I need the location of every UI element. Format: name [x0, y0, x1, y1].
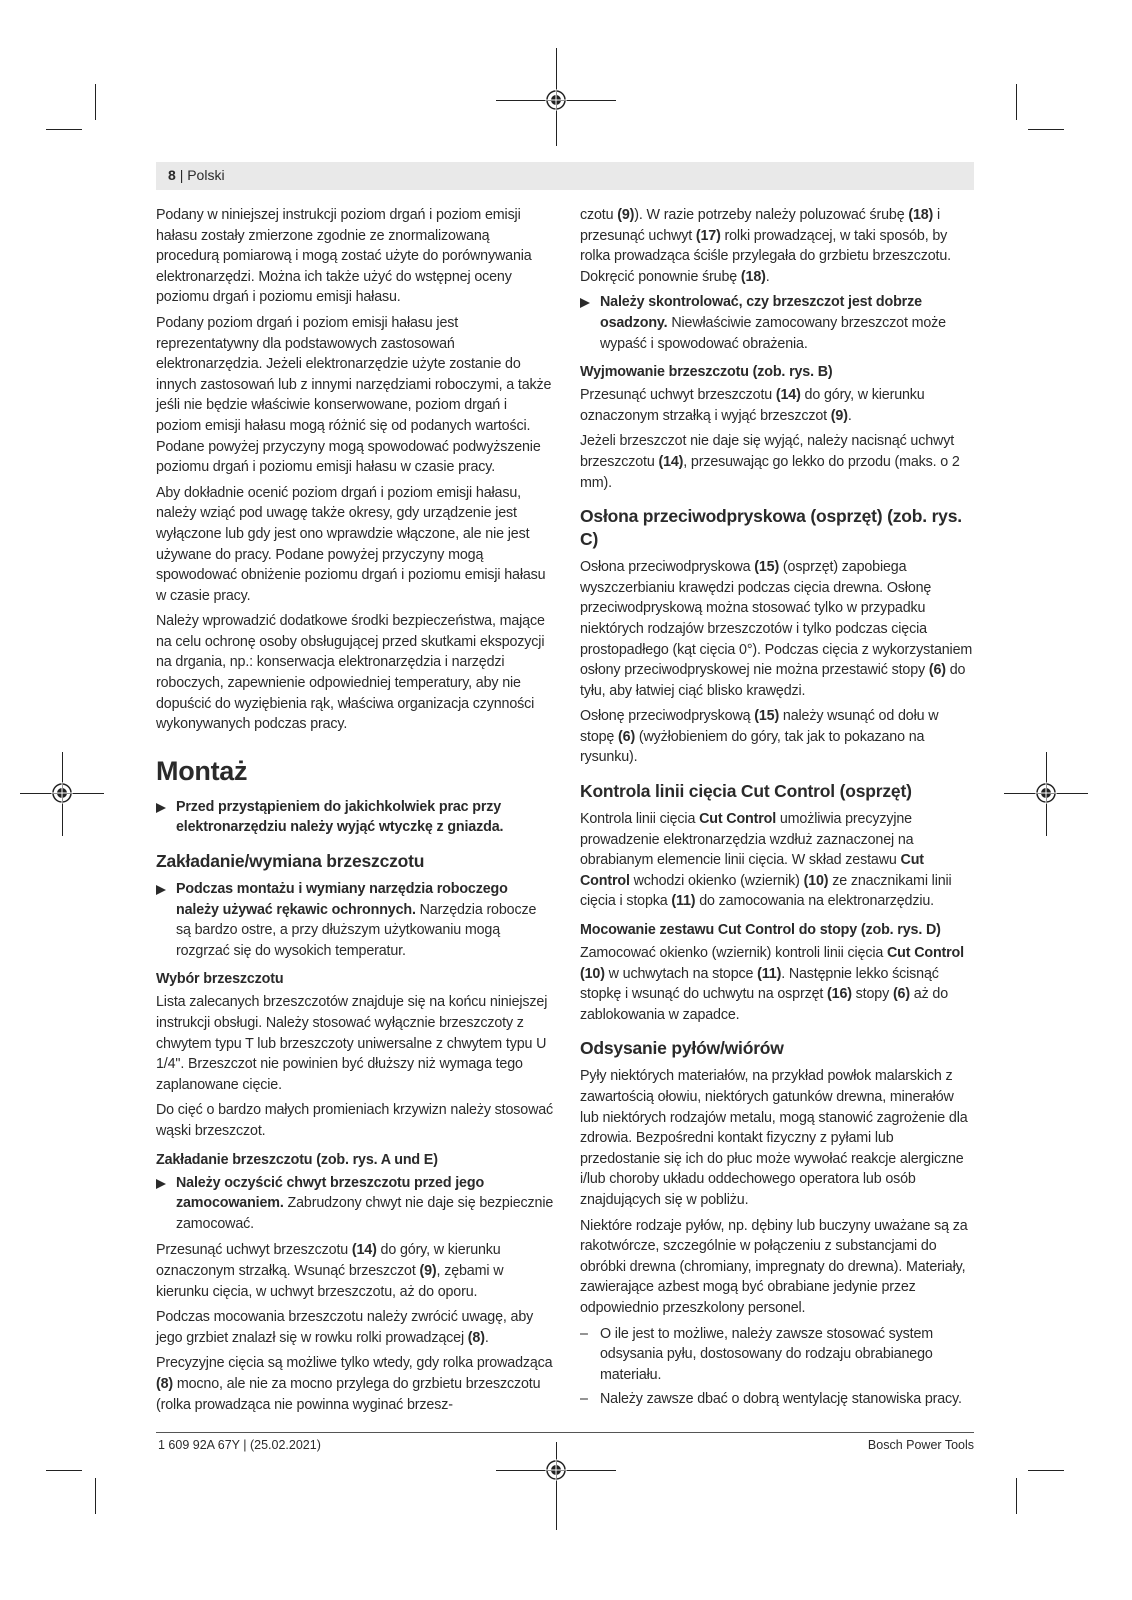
- registration-mark-icon: [51, 782, 73, 804]
- paragraph: Przesunąć uchwyt brzeszczotu (14) do góry, w kierunku oznaczonym strzałką. Wsunąć brzeszczot (9), zębami w kierunku cięcia, w uchwyt brzeszczotu, aż do oporu.: [156, 1242, 504, 1300]
- bullet-triangle-icon: [580, 298, 590, 308]
- paragraph: Precyzyjne cięcia są możliwe tylko wtedy, gdy rolka prowadząca (8) mocno, ale nie za mocno przylega do grzbietu brzeszczotu (rolka prowadząca nie powinna wyginać brzesz-: [156, 1355, 553, 1413]
- registration-mark-icon: [545, 1459, 567, 1481]
- paragraph: Pyły niektórych materiałów, na przykład powłok malarskich z zawartością ołowiu, niektórych gatunków drewna, minerałów lub niektórych rodzajów metalu, mogą stanowić zagrożenie dla zdrowia. Bezpośredni kontakt fizyczny z pyłami lub przedostanie się ich do płuc może wywołać reakcje alergiczne i/lub choroby układu oddechowego operatora lub osób znajdujących się w pobliżu.: [580, 1068, 968, 1208]
- dash-bullet: –: [580, 1391, 588, 1408]
- left-column: [156, 205, 554, 1420]
- bullet-triangle-icon: [156, 885, 166, 895]
- warning-item: [156, 879, 554, 961]
- minor-heading: Wybór brzeszczotu: [156, 971, 284, 988]
- bullet-triangle-icon: [156, 1179, 166, 1189]
- paragraph: Podczas mocowania brzeszczotu należy zwrócić uwagę, aby jego grzbiet znalazł się w rowku rolki prowadzącej (8).: [156, 1309, 534, 1346]
- crop-mark: [1016, 1478, 1017, 1514]
- list-text: O ile jest to możliwe, należy zawsze stosować system odsysania pyłu, dostosowany do rodzaju obrabianego materiału.: [600, 1325, 934, 1383]
- bullet-triangle-icon: [156, 803, 166, 813]
- paragraph: Aby dokładnie ocenić poziom drgań i poziom emisji hałasu, należy wziąć pod uwagę także okresy, gdy urządzenie jest wyłączone lub gdy jest ono wprawdzie włączone, ale nie jest używane do pracy. Podane powyżej przyczyny mogą spowodować obniżenie poziomu drgań i poziomu emisji hałasu w czasie pracy.: [156, 484, 546, 604]
- paragraph: Podany poziom drgań i poziom emisji hałasu jest reprezentatywny dla podstawowych zastosowań elektronarzędzia. Jeżeli elektronarzędzie użyte zostanie do innych zastosowań lub z innymi narzędziami roboczymi, a także jeśli nie będzie właściwie konserwowane, poziom drgań i poziom emisji hałasu mogą różnić się od podanych wartości. Podane powyżej przyczyny mogą spowodować podwyższenie poziomu drgań i poziomu emisji hałasu w czasie pracy.: [156, 314, 552, 476]
- paragraph: Osłona przeciwodpryskowa (15) (osprzęt) zapobiega wyszczerbianiu krawędzi podczas cięcia drewna. Osłonę przeciwodpryskową można stosować tylko w przypadku niektórych rodzajów brzeszczotów i tylko podczas cięcia prostopadłego (kąt cięcia 0°). Podczas cięcia z wykorzystaniem osłony przeciwodpryskowej nie można przestawić stopy (6) do tyłu, aby łatwiej ciąć blisko krawędzi.: [580, 559, 973, 699]
- dash-bullet: –: [580, 1325, 588, 1342]
- paragraph: Należy wprowadzić dodatkowe środki bezpieczeństwa, mające na celu ochronę osoby obsługującej przed skutkami ekspozycji na drgania, np.: konserwacja elektronarzędzia i narzędzi roboczych, zapewnienie odpowiedniej temperatury, aby nie dopuścić do wyziębienia rąk, właściwa organizacja czynności wykonywanych podczas pracy.: [156, 613, 545, 733]
- warning-text: Zabrudzony chwyt nie daje się bezpiecznie zamocować.: [176, 1195, 554, 1232]
- minor-heading: Wyjmowanie brzeszczotu (zob. rys. B): [580, 364, 833, 381]
- crop-mark: [1028, 129, 1064, 130]
- warning-text: Narzędzia robocze są bardzo ostre, a przy dłuższym użytkowaniu mogą rozgrzać się do wysokich temperatur.: [176, 901, 537, 959]
- footer-doc-id: 1 609 92A 67Y | (25.02.2021): [158, 1438, 321, 1452]
- paragraph: Przesunąć uchwyt brzeszczotu (14) do góry, w kierunku oznaczonym strzałką i wyjąć brzeszczot (9).: [580, 387, 925, 424]
- crop-mark: [1016, 84, 1017, 120]
- warning-text: Niewłaściwie zamocowany brzeszczot może wypaść i spowodować obrażenia.: [600, 314, 946, 352]
- subsection-heading: Kontrola linii cięcia Cut Control (osprzęt): [580, 781, 912, 802]
- minor-heading: Mocowanie zestawu Cut Control do stopy (zob. rys. D): [580, 922, 941, 939]
- warning-bold: Należy oczyścić chwyt brzeszczotu przed jego zamocowaniem.: [176, 1174, 485, 1212]
- section-heading-montaz: Montaż: [156, 755, 248, 786]
- crop-mark: [95, 1478, 96, 1514]
- warning-bold: Podczas montażu i wymiany narzędzia roboczego należy używać rękawic ochronnych.: [176, 881, 508, 918]
- warning-item: [580, 292, 974, 354]
- warning-bold: Należy skontrolować, czy brzeszczot jest dobrze osadzony.: [600, 294, 922, 331]
- minor-heading: Zakładanie brzeszczotu (zob. rys. A und E): [156, 1151, 438, 1168]
- paragraph: Jeżeli brzeszczot nie daje się wyjąć, należy nacisnąć uchwyt brzeszczotu (14), przesuwając go lekko do przodu (maks. o 2 mm).: [580, 433, 960, 491]
- dash-list-item: [580, 1389, 974, 1410]
- crop-mark: [95, 84, 96, 120]
- footer-brand: Bosch Power Tools: [867, 1438, 974, 1452]
- warning-item: [156, 1173, 554, 1235]
- header-language: Polski: [187, 167, 225, 183]
- warning-item: [156, 797, 554, 838]
- list-text: Należy zawsze dbać o dobrą wentylację stanowiska pracy.: [600, 1391, 962, 1408]
- subsection-heading: Osłona przeciwodpryskowa (osprzęt) (zob. rys. C): [580, 506, 962, 550]
- right-column: [580, 205, 974, 1414]
- paragraph: Do cięć o bardzo małych promieniach krzywizn należy stosować wąski brzeszczot.: [156, 1102, 554, 1139]
- paragraph: Osłonę przeciwodpryskową (15) należy wsunąć od dołu w stopę (6) (wyżłobieniem do góry, tak jak to pokazano na rysunku).: [580, 708, 939, 766]
- paragraph: czotu (9)). W razie potrzeby należy poluzować śrubę (18) i przesunąć uchwyt (17) rolki prowadzącej, w taki sposób, by rolka prowadząca ściśle przylegała do grzbietu brzeszczotu. Dokręcić ponownie śrubę (18).: [580, 207, 951, 285]
- warning-text: Przed przystąpieniem do jakichkolwiek prac przy elektronarzędziu należy wyjąć wtyczkę z gniazda.: [176, 798, 504, 836]
- page-number: 8: [168, 167, 176, 183]
- subsection-heading: Odsysanie pyłów/wiórów: [580, 1038, 784, 1059]
- subsection-heading: Zakładanie/wymiana brzeszczotu: [156, 851, 425, 872]
- paragraph: Kontrola linii cięcia Cut Control umożliwia precyzyjne prowadzenie elektronarzędzia wzdłuż zaznaczonej na obrabianym elemencie linii cięcia. W skład zestawu Cut Control wchodzi okienko (wziernik) (10) ze znacznikami linii cięcia i stopka (11) do zamocowania na elektronarzędziu.: [580, 811, 952, 910]
- registration-line: [556, 1442, 557, 1530]
- crop-mark: [46, 129, 82, 130]
- registration-mark-icon: [545, 89, 567, 111]
- registration-mark-icon: [1035, 782, 1057, 804]
- dash-list-item: [580, 1324, 974, 1386]
- header-separator: |: [179, 167, 184, 183]
- footer-divider: [156, 1432, 974, 1433]
- paragraph: Podany w niniejszej instrukcji poziom drgań i poziom emisji hałasu zostały zmierzone zgodnie ze znormalizowaną procedurą pomiarową i mogą zostać użyte do porównywania elektronarzędzi. Można ich także użyć do wstępnej oceny poziomu drgań i poziomu emisji hałasu.: [156, 207, 532, 306]
- paragraph: Niektóre rodzaje pyłów, np. dębiny lub buczyny uważane są za rakotwórcze, szczególnie w połączeniu z substancjami do obróbki drewna (chromiany, impregnaty do drewna). Materiały, zawierające azbest mogą być obrabiane jedynie przez odpowiednio przeszkolony personel.: [580, 1217, 968, 1316]
- page-header-label: [168, 167, 225, 183]
- crop-mark: [46, 1470, 82, 1471]
- crop-mark: [1028, 1470, 1064, 1471]
- paragraph: Zamocować okienko (wziernik) kontroli linii cięcia Cut Control (10) w uchwytach na stopce (11). Następnie lekko ścisnąć stopkę i wsunąć do uchwytu na osprzęt (16) stopy (6) aż do zablokowania w zapadce.: [580, 945, 964, 1023]
- page-header: [156, 162, 974, 190]
- paragraph: Lista zalecanych brzeszczotów znajduje się na końcu niniejszej instrukcji obsługi. Należy stosować wyłącznie brzeszczoty z chwytem typu T lub brzeszczoty uniwersalne z chwytem typu U 1/4". Brzeszczot nie powinien być dłuższy niż wymaga tego zaplanowane cięcie.: [156, 994, 548, 1093]
